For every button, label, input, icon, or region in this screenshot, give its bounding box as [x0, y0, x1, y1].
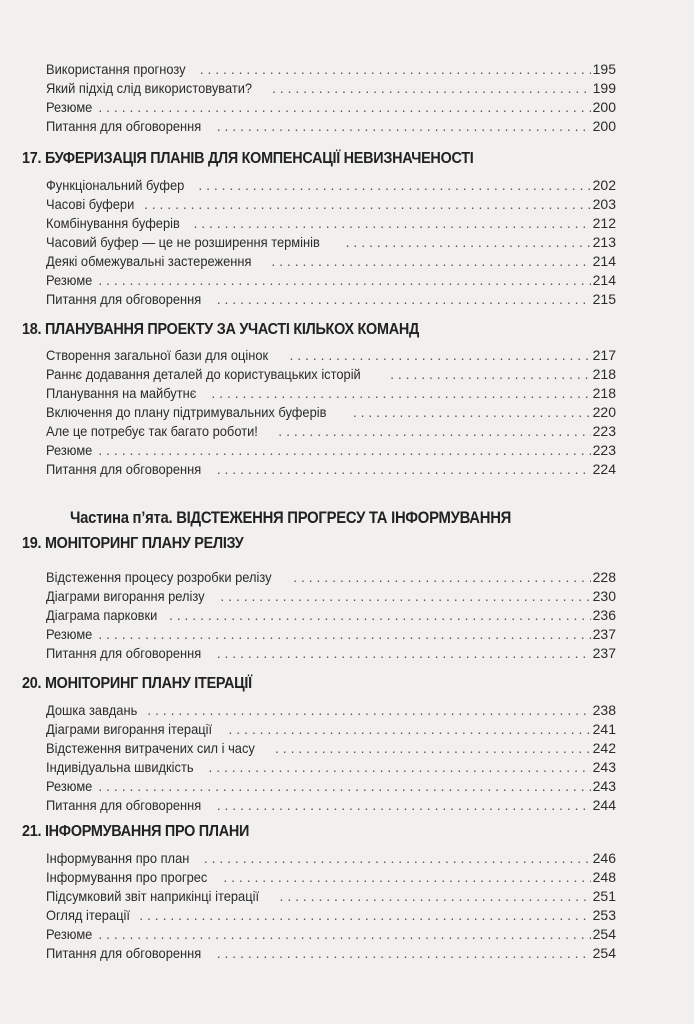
dot-leader	[98, 271, 590, 290]
dot-leader	[278, 422, 590, 441]
entry-title: Функціональний буфер	[46, 177, 185, 193]
entry-title: Відстеження процесу розробки релізу	[46, 569, 272, 585]
entry-page-number: 241	[592, 721, 616, 737]
entry-title: Питання для обговорення	[46, 945, 202, 961]
dot-leader	[198, 176, 590, 195]
dot-leader	[98, 777, 590, 796]
entry-title: Резюме	[46, 926, 93, 942]
entry-page-number: 236	[592, 607, 616, 623]
entry-title: Індивідуальна швидкість	[46, 759, 194, 775]
entry-title: Підсумковий звіт наприкінці ітерації	[46, 888, 260, 904]
chapter-heading: 21. ІНФОРМУВАННЯ ПРО ПЛАНИ	[22, 823, 250, 840]
entry-title: Який підхід слід використовувати?	[46, 80, 253, 96]
toc-entry	[46, 214, 616, 233]
entry-title: Інформування про прогрес	[46, 869, 208, 885]
toc-entry	[46, 796, 616, 815]
toc-entry	[46, 701, 616, 720]
dot-leader	[217, 944, 591, 963]
toc-entry	[46, 887, 616, 906]
dot-leader	[275, 739, 591, 758]
dot-leader	[204, 849, 591, 868]
dot-leader	[147, 701, 590, 720]
entry-title: Часовий буфер — це не розширення термінів	[46, 234, 320, 250]
entry-title: Резюме	[46, 778, 93, 794]
entry-page-number: 244	[592, 797, 616, 813]
entry-title: Резюме	[46, 99, 93, 115]
toc-entry	[46, 720, 616, 739]
entry-title: Діаграми вигорання ітерації	[46, 721, 213, 737]
entry-page-number: 212	[592, 215, 616, 231]
entry-title: Комбінування буферів	[46, 215, 180, 231]
toc-entry	[46, 233, 616, 252]
entry-page-number: 228	[592, 569, 616, 585]
entry-title: Часові буфери	[46, 196, 135, 212]
toc-entry	[46, 587, 616, 606]
dot-leader	[293, 568, 590, 587]
dot-leader	[220, 587, 590, 606]
dot-leader	[193, 214, 590, 233]
toc-entry	[46, 403, 616, 422]
entry-title: Резюме	[46, 442, 93, 458]
dot-leader	[98, 625, 590, 644]
entry-page-number: 237	[592, 645, 616, 661]
entry-title: Використання прогнозу	[46, 61, 186, 77]
entry-title: Раннє додавання деталей до користувацьких історій	[46, 366, 361, 382]
dot-leader	[353, 403, 591, 422]
entry-title: Питання для обговорення	[46, 645, 202, 661]
entry-page-number: 243	[592, 778, 616, 794]
entry-title: Огляд ітерації	[46, 907, 130, 923]
dot-leader	[98, 98, 590, 117]
toc-entry	[46, 606, 616, 625]
entry-title: Резюме	[46, 626, 93, 642]
entry-page-number: 213	[592, 234, 616, 250]
toc-entry	[46, 739, 616, 758]
dot-leader	[280, 887, 591, 906]
dot-leader	[346, 233, 591, 252]
toc-entry	[46, 384, 616, 403]
entry-title: Резюме	[46, 272, 93, 288]
entry-page-number: 203	[592, 196, 616, 212]
entry-page-number: 223	[592, 442, 616, 458]
entry-title: Інформування про план	[46, 850, 190, 866]
toc-entry	[46, 60, 616, 79]
dot-leader	[272, 79, 591, 98]
toc-entry	[46, 777, 616, 796]
toc-entry	[46, 925, 616, 944]
dot-leader	[200, 60, 591, 79]
toc-entry	[46, 906, 616, 925]
toc-entry	[46, 644, 616, 663]
entry-page-number: 254	[592, 926, 616, 942]
dot-leader	[98, 925, 590, 944]
toc-entry	[46, 365, 616, 384]
entry-title: Питання для обговорення	[46, 797, 202, 813]
dot-leader	[217, 290, 591, 309]
entry-page-number: 254	[592, 945, 616, 961]
toc-entry	[46, 868, 616, 887]
toc-entry	[46, 252, 616, 271]
dot-leader	[223, 868, 590, 887]
toc-entry	[46, 346, 616, 365]
toc-entry	[46, 568, 616, 587]
entry-page-number: 200	[592, 118, 616, 134]
toc-entry	[46, 195, 616, 214]
entry-page-number: 253	[592, 907, 616, 923]
entry-title: Планування на майбутнє	[46, 385, 197, 401]
entry-page-number: 230	[592, 588, 616, 604]
dot-leader	[217, 644, 591, 663]
entry-page-number: 202	[592, 177, 616, 193]
dot-leader	[139, 906, 590, 925]
dot-leader	[228, 720, 590, 739]
part-heading: Частина п’ята. ВІДСТЕЖЕННЯ ПРОГРЕСУ ТА ІНФОРМУВАННЯ	[70, 509, 512, 527]
dot-leader	[271, 252, 590, 271]
toc-entry	[46, 849, 616, 868]
toc-entry	[46, 625, 616, 644]
chapter-heading: 18. ПЛАНУВАННЯ ПРОЕКТУ ЗА УЧАСТІ КІЛЬКОХ КОМАНД	[22, 321, 419, 338]
toc-entry	[46, 271, 616, 290]
toc-entry	[46, 758, 616, 777]
entry-page-number: 248	[592, 869, 616, 885]
toc-entry	[46, 176, 616, 195]
entry-page-number: 238	[592, 702, 616, 718]
toc-entry	[46, 98, 616, 117]
entry-page-number: 217	[592, 347, 616, 363]
entry-title: Дошка завдань	[46, 702, 138, 718]
toc-entry	[46, 944, 616, 963]
dot-leader	[98, 441, 590, 460]
toc-entry	[46, 422, 616, 441]
dot-leader	[217, 796, 591, 815]
dot-leader	[390, 365, 591, 384]
dot-leader	[211, 384, 590, 403]
entry-page-number: 199	[592, 80, 616, 96]
chapter-heading: 19. МОНІТОРИНГ ПЛАНУ РЕЛІЗУ	[22, 535, 244, 552]
entry-page-number: 237	[592, 626, 616, 642]
entry-title: Питання для обговорення	[46, 118, 202, 134]
entry-page-number: 195	[592, 61, 616, 77]
dot-leader	[217, 117, 591, 136]
entry-page-number: 214	[592, 272, 616, 288]
chapter-heading: 17. БУФЕРИЗАЦІЯ ПЛАНІВ ДЛЯ КОМПЕНСАЦІЇ НЕВИЗНАЧЕНОСТІ	[22, 150, 474, 167]
dot-leader	[169, 606, 591, 625]
entry-title: Відстеження витрачених сил і часу	[46, 740, 255, 756]
dot-leader	[217, 460, 591, 479]
entry-page-number: 223	[592, 423, 616, 439]
entry-title: Включення до плану підтримувальних буферів	[46, 404, 327, 420]
entry-page-number: 218	[592, 385, 616, 401]
entry-page-number: 200	[592, 99, 616, 115]
entry-page-number: 220	[592, 404, 616, 420]
entry-title: Питання для обговорення	[46, 291, 202, 307]
entry-page-number: 215	[592, 291, 616, 307]
entry-title: Деякі обмежувальні застереження	[46, 253, 252, 269]
entry-page-number: 214	[592, 253, 616, 269]
dot-leader	[144, 195, 591, 214]
entry-page-number: 251	[592, 888, 616, 904]
dot-leader	[289, 346, 590, 365]
toc-entry	[46, 117, 616, 136]
entry-page-number: 243	[592, 759, 616, 775]
entry-title: Діаграми вигорання релізу	[46, 588, 205, 604]
entry-title: Питання для обговорення	[46, 461, 202, 477]
entry-page-number: 218	[592, 366, 616, 382]
toc-entry	[46, 290, 616, 309]
entry-page-number: 224	[592, 461, 616, 477]
entry-page-number: 246	[592, 850, 616, 866]
entry-page-number: 242	[592, 740, 616, 756]
entry-title: Але це потребує так багато роботи!	[46, 423, 258, 439]
toc-entry	[46, 441, 616, 460]
entry-title: Діаграма парковки	[46, 607, 158, 623]
toc-entry	[46, 79, 616, 98]
entry-title: Створення загальної бази для оцінок	[46, 347, 269, 363]
toc-entry	[46, 460, 616, 479]
dot-leader	[208, 758, 590, 777]
chapter-heading: 20. МОНІТОРИНГ ПЛАНУ ІТЕРАЦІЇ	[22, 675, 252, 692]
